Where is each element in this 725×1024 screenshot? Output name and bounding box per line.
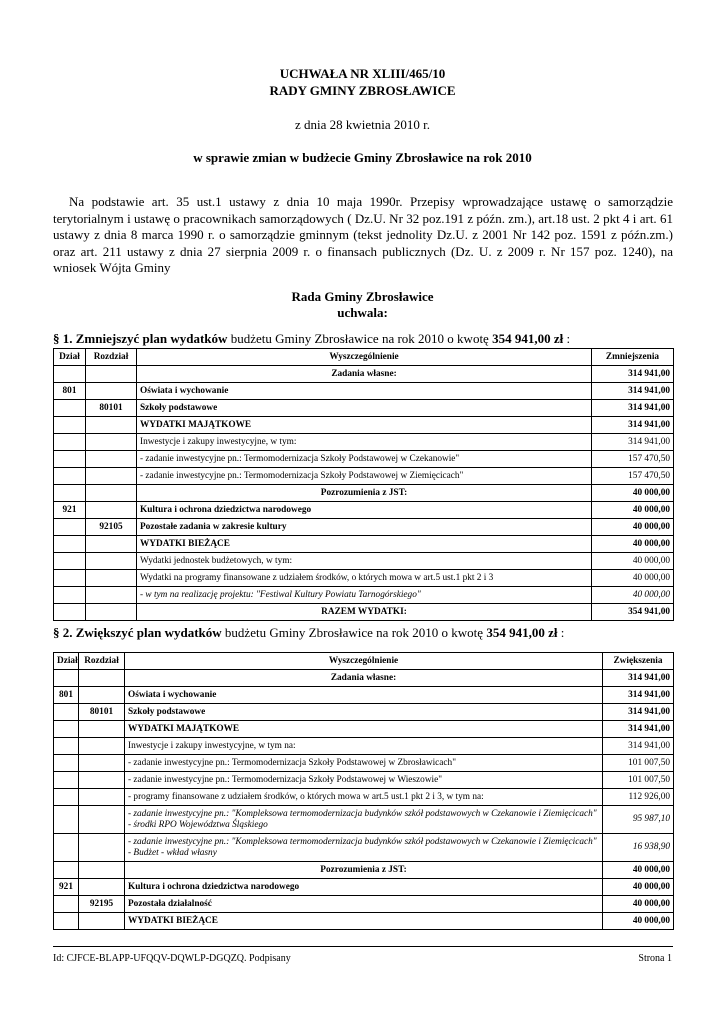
section-1-label: § 1. Zmniejszyć plan wydatków xyxy=(53,331,228,346)
table-row xyxy=(54,485,674,502)
cell-rozdzial xyxy=(79,687,125,704)
header-value: Zwiększenia xyxy=(603,653,674,670)
footer-divider xyxy=(53,946,673,947)
cell-description: - zadanie inwestycyjne pn.: Termomodernizacja Szkoły Podstawowej w Ziemięcicach" xyxy=(137,468,592,485)
cell-dzial: 801 xyxy=(54,383,86,400)
cell-description: Kultura i ochrona dziedzictwa narodowego xyxy=(125,879,603,896)
table-row xyxy=(54,400,674,417)
page-number: Strona 1 xyxy=(638,953,672,964)
cell-dzial xyxy=(54,536,86,553)
header-dzial: Dział xyxy=(54,349,86,366)
cell-rozdzial xyxy=(79,913,125,930)
cell-description: - zadanie inwestycyjne pn.: Termomodernizacja Szkoły Podstawowej w Czekanowie" xyxy=(137,451,592,468)
section-1-amount: 354 941,00 zł xyxy=(492,331,564,346)
cell-rozdzial: 80101 xyxy=(86,400,137,417)
cell-rozdzial xyxy=(86,417,137,434)
cell-rozdzial xyxy=(86,536,137,553)
cell-value: 314 941,00 xyxy=(603,670,674,687)
cell-dzial xyxy=(54,834,79,862)
cell-value: 40 000,00 xyxy=(603,896,674,913)
cell-value: 40 000,00 xyxy=(603,879,674,896)
header-description: Wyszczególnienie xyxy=(125,653,603,670)
cell-description: Oświata i wychowanie xyxy=(125,687,603,704)
table-row xyxy=(54,519,674,536)
cell-description: WYDATKI MAJĄTKOWE xyxy=(125,721,603,738)
legal-basis-paragraph: Na podstawie art. 35 ust.1 ustawy z dnia 10 maja 1990r. Przepisy wprowadzające ustawę o samorządzie terytorialnym i ustawę o pracownikach samorządowych ( Dz.U. Nr 32 poz.191 z późn. zm.), art.18 ust. 2 pkt 4 i art. 61 ustawy z dnia 8 marca 1990 r. o samorządzie gminnym (tekst jednolity Dz.U. z 2001 Nr 142 poz. 1591 z późn.zm.) oraz art. 211 ustawy z dnia 27 sierpnia 2009 r. o finansach publicznych (Dz. U. z 2009 r. Nr 157 poz. 1240), na wniosek Wójta Gminy xyxy=(53,194,673,275)
cell-description: Kultura i ochrona dziedzictwa narodowego xyxy=(137,502,592,519)
header-rozdzial: Rozdział xyxy=(79,653,125,670)
cell-value: 40 000,00 xyxy=(592,485,674,502)
cell-value: 314 941,00 xyxy=(592,434,674,451)
cell-dzial xyxy=(54,366,86,383)
cell-dzial xyxy=(54,468,86,485)
cell-dzial xyxy=(54,587,86,604)
cell-dzial xyxy=(54,862,79,879)
table-row xyxy=(54,862,674,879)
table-row xyxy=(54,704,674,721)
cell-dzial xyxy=(54,896,79,913)
cell-dzial xyxy=(54,789,79,806)
header-description: Wyszczególnienie xyxy=(137,349,592,366)
table-row xyxy=(54,772,674,789)
cell-rozdzial xyxy=(86,570,137,587)
cell-dzial xyxy=(54,670,79,687)
cell-description: RAZEM WYDATKI: xyxy=(137,604,592,621)
table-row xyxy=(54,670,674,687)
cell-rozdzial xyxy=(79,670,125,687)
table-row xyxy=(54,366,674,383)
cell-value: 95 987,10 xyxy=(603,806,674,834)
document-id: Id: CJFCE-BLAPP-UFQQV-DQWLP-DGQZQ. Podpisany xyxy=(53,953,291,964)
section-1-text: budżetu Gminy Zbrosławice na rok 2010 o kwotę xyxy=(227,331,493,346)
table-row xyxy=(54,451,674,468)
cell-rozdzial xyxy=(86,383,137,400)
cell-dzial xyxy=(54,721,79,738)
table-row xyxy=(54,502,674,519)
cell-value: 40 000,00 xyxy=(592,553,674,570)
cell-rozdzial xyxy=(79,862,125,879)
cell-value: 40 000,00 xyxy=(592,536,674,553)
cell-rozdzial xyxy=(86,366,137,383)
table-row xyxy=(54,834,674,862)
cell-description: - zadanie inwestycyjne pn.: Termomodernizacja Szkoły Podstawowej w Zbrosławicach" xyxy=(125,755,603,772)
cell-description: Wydatki na programy finansowane z udziałem środków, o których mowa w art.5 ust.1 pkt 2 i 3 xyxy=(137,570,592,587)
cell-rozdzial xyxy=(86,553,137,570)
cell-description: Zadania własne: xyxy=(125,670,603,687)
decrease-table xyxy=(53,348,674,621)
cell-value: 157 470,50 xyxy=(592,451,674,468)
cell-description: Szkoły podstawowe xyxy=(137,400,592,417)
increase-table xyxy=(53,652,674,930)
cell-description: - zadanie inwestycyjne pn.: Termomodernizacja Szkoły Podstawowej w Wieszowie" xyxy=(125,772,603,789)
cell-description: Inwestycje i zakupy inwestycyjne, w tym na: xyxy=(125,738,603,755)
cell-value: 112 926,00 xyxy=(603,789,674,806)
cell-description: Zadania własne: xyxy=(137,366,592,383)
cell-value: 16 938,90 xyxy=(603,834,674,862)
cell-dzial xyxy=(54,485,86,502)
cell-description: WYDATKI BIEŻĄCE xyxy=(125,913,603,930)
table-row xyxy=(54,806,674,834)
table-row xyxy=(54,604,674,621)
cell-rozdzial xyxy=(79,834,125,862)
cell-rozdzial xyxy=(79,755,125,772)
cell-value: 314 941,00 xyxy=(592,417,674,434)
table-row xyxy=(54,417,674,434)
cell-description: - zadanie inwestycyjne pn.: "Kompleksowa termomodernizacja budynków szkół podstawowych w Czekanowie i Ziemięcicach" - środki RPO Województwa Śląskiego xyxy=(125,806,603,834)
cell-dzial xyxy=(54,755,79,772)
cell-dzial xyxy=(54,604,86,621)
cell-value: 314 941,00 xyxy=(603,738,674,755)
section-2-heading xyxy=(53,625,673,641)
cell-dzial xyxy=(54,519,86,536)
cell-dzial xyxy=(54,806,79,834)
table-row xyxy=(54,587,674,604)
cell-dzial xyxy=(54,913,79,930)
cell-dzial: 921 xyxy=(54,879,79,896)
header-rozdzial: Rozdział xyxy=(86,349,137,366)
cell-rozdzial xyxy=(79,721,125,738)
table-row xyxy=(54,789,674,806)
table-row xyxy=(54,755,674,772)
cell-dzial xyxy=(54,738,79,755)
cell-value: 40 000,00 xyxy=(603,862,674,879)
header-value: Zmniejszenia xyxy=(592,349,674,366)
cell-description: Pozostałe zadania w zakresie kultury xyxy=(137,519,592,536)
cell-rozdzial xyxy=(79,789,125,806)
cell-description: Pozostała działalność xyxy=(125,896,603,913)
table-row xyxy=(54,383,674,400)
cell-value: 40 000,00 xyxy=(592,502,674,519)
cell-rozdzial xyxy=(79,772,125,789)
cell-rozdzial xyxy=(86,502,137,519)
cell-rozdzial xyxy=(86,434,137,451)
section-2-text: budżetu Gminy Zbrosławice na rok 2010 o kwotę xyxy=(221,625,487,640)
table-row xyxy=(54,570,674,587)
cell-description: Wydatki jednostek budżetowych, w tym: xyxy=(137,553,592,570)
resolution-date: z dnia 28 kwietnia 2010 r. xyxy=(294,117,431,132)
cell-dzial xyxy=(54,553,86,570)
cell-description: Inwestycje i zakupy inwestycyjne, w tym: xyxy=(137,434,592,451)
table-header-row xyxy=(54,653,674,670)
table-row xyxy=(54,687,674,704)
cell-value: 40 000,00 xyxy=(603,913,674,930)
cell-rozdzial xyxy=(86,468,137,485)
resolution-number: UCHWAŁA NR XLIII/465/10 xyxy=(279,66,446,81)
section-2-amount: 354 941,00 zł xyxy=(486,625,558,640)
cell-description: - programy finansowane z udziałem środków, o których mowa w art.5 ust.1 pkt 2 i 3, w tym na: xyxy=(125,789,603,806)
cell-dzial xyxy=(54,417,86,434)
cell-rozdzial xyxy=(79,806,125,834)
council-name: RADY GMINY ZBROSŁAWICE xyxy=(269,83,456,98)
cell-value: 354 941,00 xyxy=(592,604,674,621)
cell-rozdzial: 92105 xyxy=(86,519,137,536)
table-row xyxy=(54,738,674,755)
cell-rozdzial xyxy=(86,451,137,468)
cell-dzial: 921 xyxy=(54,502,86,519)
cell-description: - zadanie inwestycyjne pn.: "Kompleksowa termomodernizacja budynków szkół podstawowych w Czekanowie i Ziemięcicach" - Budżet - wkład własny xyxy=(125,834,603,862)
cell-value: 101 007,50 xyxy=(603,755,674,772)
table-row xyxy=(54,913,674,930)
cell-description: WYDATKI BIEŻĄCE xyxy=(137,536,592,553)
table-row xyxy=(54,896,674,913)
cell-value: 314 941,00 xyxy=(603,704,674,721)
table-row xyxy=(54,434,674,451)
cell-value: 314 941,00 xyxy=(592,383,674,400)
cell-rozdzial: 92195 xyxy=(79,896,125,913)
cell-value: 314 941,00 xyxy=(592,400,674,417)
cell-dzial xyxy=(54,434,86,451)
table-row xyxy=(54,879,674,896)
cell-description: Pozrozumienia z JST: xyxy=(137,485,592,502)
cell-description: WYDATKI MAJĄTKOWE xyxy=(137,417,592,434)
cell-description: Pozrozumienia z JST: xyxy=(125,862,603,879)
cell-description: Szkoły podstawowe xyxy=(125,704,603,721)
table-row xyxy=(54,468,674,485)
cell-rozdzial xyxy=(86,587,137,604)
table-row xyxy=(54,536,674,553)
table-row xyxy=(54,721,674,738)
cell-value: 40 000,00 xyxy=(592,519,674,536)
cell-rozdzial: 80101 xyxy=(79,704,125,721)
cell-value: 40 000,00 xyxy=(592,587,674,604)
cell-rozdzial xyxy=(79,738,125,755)
cell-dzial xyxy=(54,400,86,417)
cell-value: 40 000,00 xyxy=(592,570,674,587)
cell-description: Oświata i wychowanie xyxy=(137,383,592,400)
section-1-heading xyxy=(53,331,673,347)
section-2-end: : xyxy=(557,625,565,640)
cell-value: 314 941,00 xyxy=(603,721,674,738)
cell-dzial xyxy=(54,570,86,587)
section-1-end: : xyxy=(563,331,571,346)
cell-value: 314 941,00 xyxy=(603,687,674,704)
table-row xyxy=(54,553,674,570)
cell-value: 314 941,00 xyxy=(592,366,674,383)
council-resolves-line2: uchwala: xyxy=(337,305,388,320)
header-dzial: Dział xyxy=(54,653,79,670)
table-header-row xyxy=(54,349,674,366)
cell-dzial xyxy=(54,772,79,789)
cell-description: - w tym na realizację projektu: "Festiwal Kultury Powiatu Tarnogórskiego" xyxy=(137,587,592,604)
cell-value: 101 007,50 xyxy=(603,772,674,789)
council-resolves-line1: Rada Gminy Zbrosławice xyxy=(291,289,434,304)
section-2-label: § 2. Zwiększyć plan wydatków xyxy=(53,625,222,640)
resolution-subject: w sprawie zmian w budżecie Gminy Zbrosławice na rok 2010 xyxy=(193,150,532,165)
cell-dzial xyxy=(54,704,79,721)
cell-rozdzial xyxy=(79,879,125,896)
cell-dzial: 801 xyxy=(54,687,79,704)
cell-dzial xyxy=(54,451,86,468)
cell-rozdzial xyxy=(86,604,137,621)
cell-rozdzial xyxy=(86,485,137,502)
cell-value: 157 470,50 xyxy=(592,468,674,485)
